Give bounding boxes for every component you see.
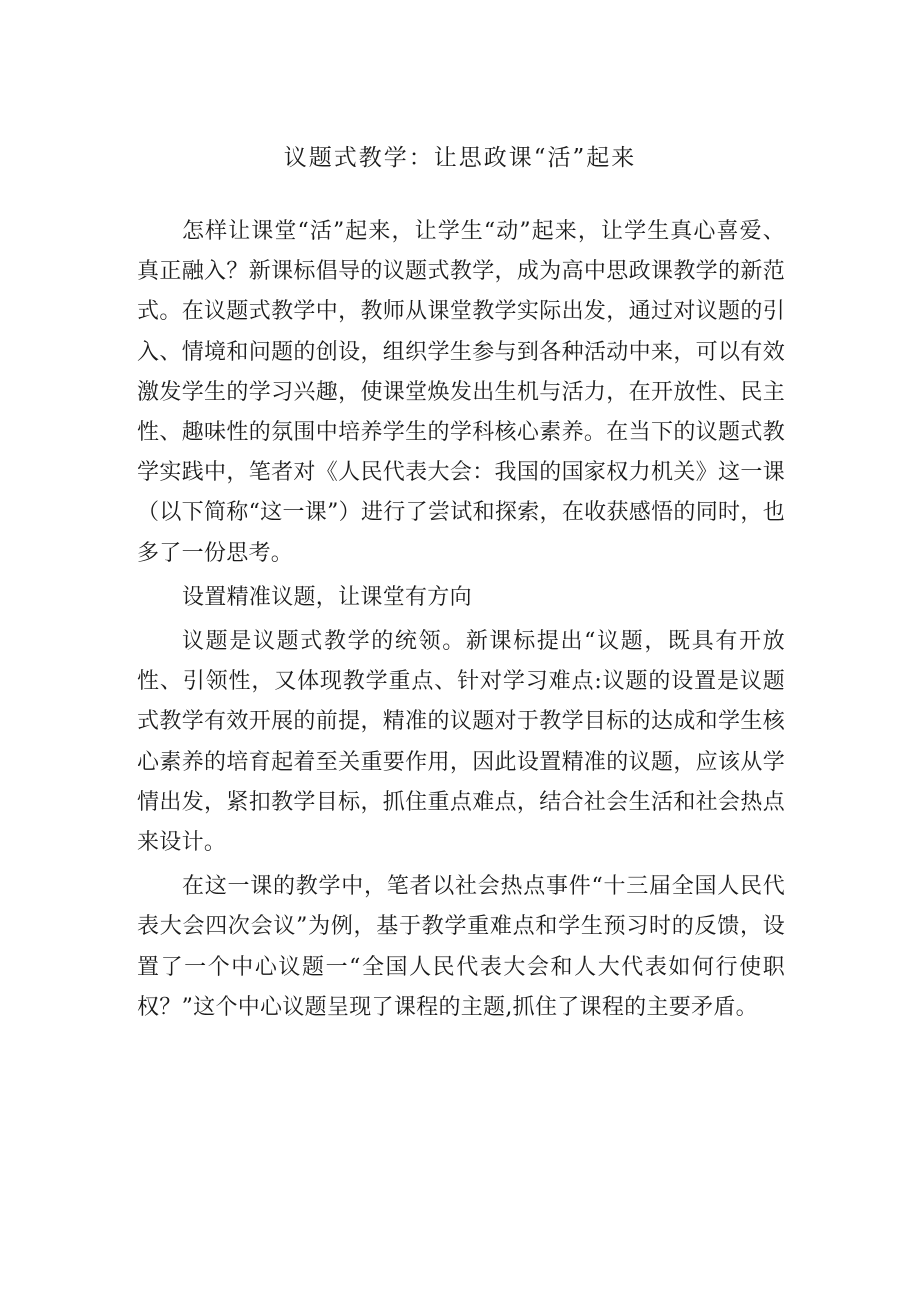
paragraph-intro: 怎样让课堂“活”起来，让学生“动”起来，让学生真心喜爱、真正融入？新课标倡导的议题式教学，成为高中思政课教学的新范式。在议题式教学中，教师从课堂教学实际出发，通过对议题的引入、情境和问题的创设，组织学生参与到各种活动中来，可以有效激发学生的学习兴趣，使课堂焕发出生机与活力，在开放性、民主性、趣味性的氛围中培养学生的学科核心素养。在当下的议题式教学实践中，笔者对《人民代表大会：我国的国家权力机关》这一课（以下简称“这一课”）进行了尝试和探索，在收获感悟的同时，也多了一份思考。 bbox=[137, 219, 785, 566]
section-heading: 设置精准议题，让课堂有方向 bbox=[182, 584, 472, 610]
document-title: 议题式教学：让思政课“活”起来 bbox=[283, 145, 637, 171]
paragraph-topic-definition: 议题是议题式教学的统领。新课标提出“议题，既具有开放性、引领性，又体现教学重点、针对学习难点:议题的设置是议题式教学有效开展的前提，精准的议题对于教学目标的达成和学生核心素养的培育起着至关重要作用，因此设置精准的议题，应该从学情出发，紧扣教学目标，抓住重点难点，结合社会生活和社会热点来设计。 bbox=[137, 629, 785, 856]
paragraph-example: 在这一课的教学中，笔者以社会热点事件“十三届全国人民代表大会四次会议”为例，基于教学重难点和学生预习时的反馈，设置了一个中心议题一“全国人民代表大会和人大代表如何行使职权？”这个中心议题呈现了课程的主题,抓住了课程的主要矛盾。 bbox=[137, 874, 785, 1020]
document-body bbox=[137, 212, 785, 1028]
